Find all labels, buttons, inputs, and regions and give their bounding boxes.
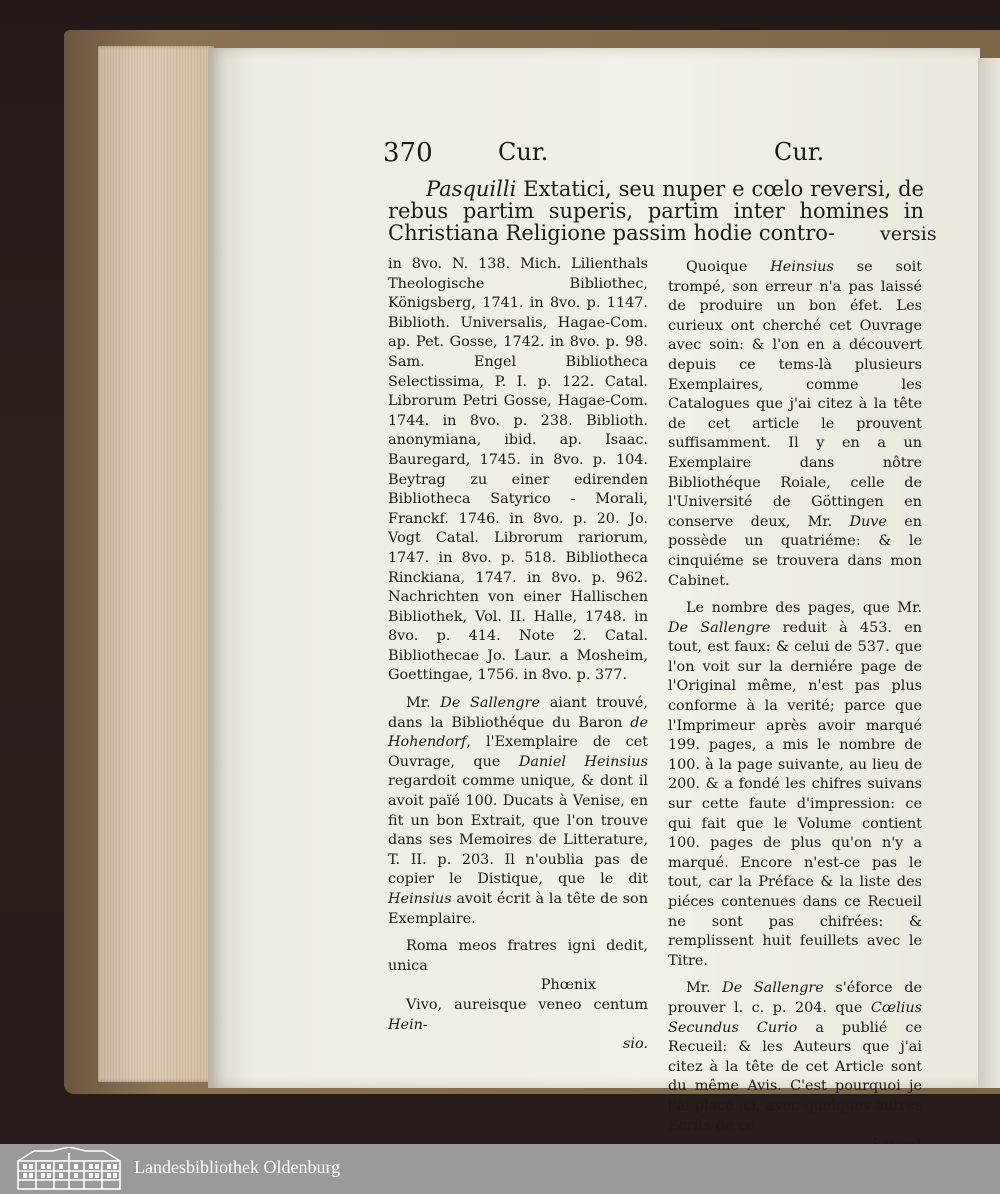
verse-line-1b: Phœnix bbox=[540, 977, 596, 994]
curio-paragraph: Mr. De Sallengre s'éforce de prouver l. c. p. 204. que Cœlius Secundus Curio a publié ce Recueil: & les Auteurs que j'ai citez à la tête de cet Article sont du même Avis. C'est pourquoi je l'ai placé ici, avec quelques autres Ecrits de ce bbox=[668, 980, 922, 1134]
verse-line-1: Roma meos fratres igni dedit, unica bbox=[388, 938, 648, 974]
title-italic: Pasquilli bbox=[426, 177, 517, 201]
verse-line-2: Vivo, aureisque veneo centum Hein- bbox=[388, 996, 648, 1033]
running-head-right: Cur. bbox=[774, 138, 825, 166]
page-edges bbox=[98, 46, 214, 1082]
running-head-left: Cur. bbox=[498, 138, 549, 166]
footer-bar bbox=[0, 1144, 1000, 1194]
verse-line-2b: sio. bbox=[623, 1036, 648, 1053]
heinsius-paragraph: Quoique Heinsius se soit trompé, son erreur n'a pas laissé de produire un bon éfet. Les curieux ont cherché cet Ouvrage avec soin: & l'on en a découvert depuis ce tems-là plusieurs Exemplaires, comme les Catalogues que j'ai citez à la tête de cet article le prouvent suffisamment. Il y en a un Exemplaire dans nôtre Bibliothéque Roiale, celle de l'Université de Göttingen en conserve deux, Mr. Duve en possède un quatriéme: & le cinquiéme se trouvera dans mon Cabinet. bbox=[668, 259, 922, 589]
page-number: 370 bbox=[383, 138, 433, 168]
right-column bbox=[668, 258, 922, 1156]
entry-title bbox=[388, 178, 924, 244]
left-column bbox=[388, 255, 648, 1055]
library-building-icon bbox=[14, 1147, 124, 1191]
title-last-word: versis bbox=[880, 223, 937, 245]
title-text: Extatici, seu nuper e cœlo reversi, de rebus partim superis, partim inter homines in Christiana Religione passim hodie contro- bbox=[388, 177, 924, 245]
sallengre-paragraph: Mr. De Sallengre aiant trouvé, dans la Bibliothéque du Baron de Hohendorf, l'Exemplaire de cet Ouvrage, que Daniel Heinsius regardoit comme unique, & dont il avoit païé 100. Ducats à Venise, en fit un bon Extrait, que l'on trouve dans ses Memoires de Litterature, T. II. p. 203. Il n'oublia pas de copier le Distique, que le dit Heinsius avoit écrit à la tête de son Exemplaire. bbox=[388, 695, 649, 927]
references-paragraph: in 8vo. N. 138. Mich. Lilienthals Theologische Bibliothec, Königsberg, 1741. in 8vo. p. 1147. Biblioth. Universalis, Hagae-Com. ap. Pet. Gosse, 1742. in 8vo. p. 98. Sam. Engel Bibliotheca Selectissima, P. I. p. 122. Catal. Librorum Petri Gosse, Hagae-Com. 1744. in 8vo. p. 238. Biblioth. anonymiana, ibid. ap. Isaac. Bauregard, 1745. in 8vo. p. 104. Beytrag zu einer edirenden Bibliotheca Satyrico - Morali, Franckf. 1746. in 8vo. p. 20. Jo. Vogt Catal. Librorum rariorum, 1747. in 8vo. p. 518. Bibliotheca Rinckiana, 1747. in 8vo. p. 962. Nachrichten von einer Hallischen Bibliothek, Vol. II. Halle, 1748. in 8vo. p. 414. Note 2. Catal. Bibliothecae Jo. Laur. a Mosheim, Goettingae, 1756. in 8vo. p. 377. bbox=[388, 256, 648, 684]
next-page-edge bbox=[978, 58, 1000, 1088]
library-name: Landesbibliothek Oldenburg bbox=[134, 1157, 341, 1177]
pages-paragraph: Le nombre des pages, que Mr. De Sallengre reduit à 453. en tout, est faux: & celui de 537. que l'on voit sur la derniére page de l'Original même, n'est pas plus conforme à la verité; parce que l'Imprimeur après avoir marqué 199. pages, a mis le nombre de 100. à la page suivante, au lieu de 200. & a fondé les chifres suivans sur cette faute d'impression: ce qui fait que le Volume contient 100. pages de plus qu'on n'y a marqué. Encore n'est-ce pas le tout, car la Préface & la liste des piéces contenues dans ce Recueil ne sont pas chifrées: & remplissent huit feuillets avec le Titre. bbox=[668, 600, 922, 969]
